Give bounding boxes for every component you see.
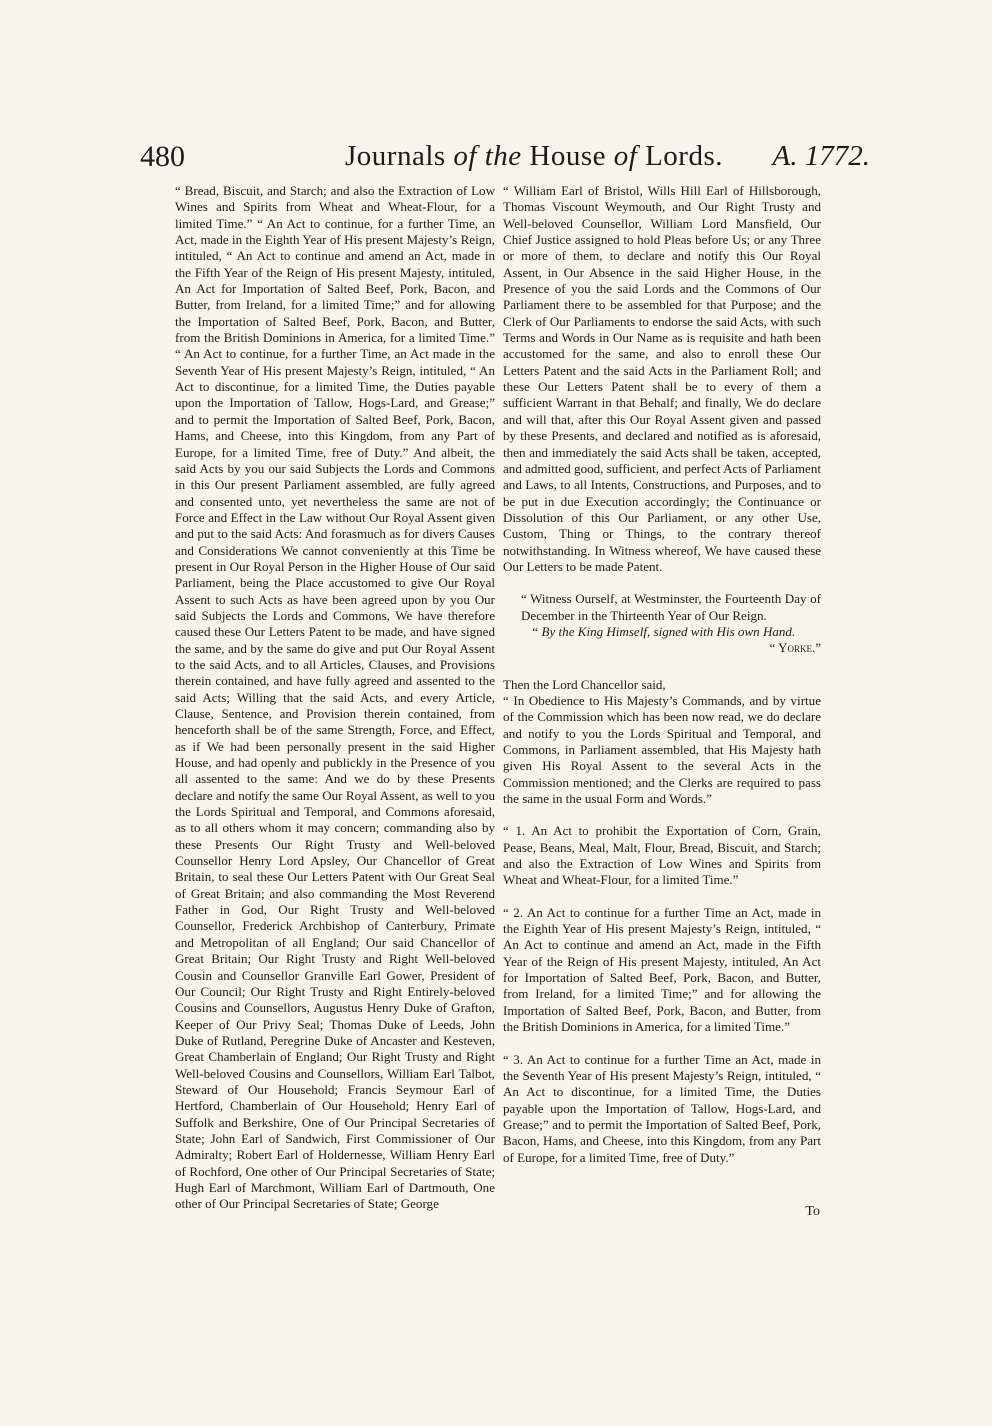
right-column: [503, 183, 821, 1233]
act-3: “ 3. An Act to continue for a further Time an Act, made in the Seventh Year of His present Majesty’s Reign, intituled, “ An Act to discontinue, for a limited Time, the Duties payable upon the Importation of Tallow, Hogs-Lard, and Grease;” and to permit the Importation of Salted Beef, Pork, Bacon, Hams, and Cheese, into this Kingdom, from any Part of Europe, for a limited Time, free of Duty.”: [503, 1051, 821, 1165]
commission-text-end: “ William Earl of Bristol, Wills Hill Earl of Hillsborough, Thomas Viscount Weymouth, and Our Right Trusty and Well-beloved Counsellor, William Lord Mansfield, Our Chief Justice assigned to hold Pleas before Us; or any Three or more of them, to declare and notify this Our Royal Assent, in Our Absence in the said Higher House, in the Presence of you the said Lords and the Commons of Our Parliament there to be assembled for that Purpose; and the Clerk of Our Parliaments to endorse the said Acts, with such Terms and Words in Our Name as is requisite and hath been accustomed for the same, and also to enroll these Our Letters Patent and the said Acts in the Parliament Roll; and these Our Letters Patent shall be to every of them a sufficient Warrant in that Behalf; and finally, We do declare and will that, after this Our Royal Assent given and passed by these Presents, and declared and notified as is aforesaid, then and immediately the said Acts shall be taken, accepted, and admitted good, sufficient, and perfect Acts of Parliament and Laws, to all Intents, Constructions, and Purposes, and to be put in due Execution accordingly; the Continuance or Dissolution of this Our Parliament, or any other Use, Custom, Thing or Things, to the contrary thereof notwithstanding. In Witness whereof, We have caused these Our Letters to be made Patent.: [503, 183, 821, 574]
running-title: [345, 140, 723, 173]
chancellor-speech: “ In Obedience to His Majesty’s Commands, and by virtue of the Commission which has been now read, we do declare and notify to you the Lords Spiritual and Temporal, and Commons, in Parliament assembled, that His Majesty hath given His Royal Assent to the several Acts in the Commission mentioned; and the Clerks are required to pass the same in the usual Form and Words.”: [503, 692, 821, 807]
title-house: House: [529, 140, 607, 172]
title-of-the: of the: [445, 140, 530, 172]
act-1: “ 1. An Act to prohibit the Exportation of Corn, Grain, Pease, Beans, Meal, Malt, Flour, Bread, Biscuit, and Starch; and also the Extraction of Low Wines and Spirits from Wheat and Wheat-Flour, for a limited Time.”: [503, 823, 821, 888]
page-year: A. 1772.: [772, 140, 870, 172]
title-of: of: [606, 140, 646, 172]
page-number: 480: [140, 140, 185, 173]
by-the-king-clause: “ By the King Himself, signed with His own Hand.: [531, 623, 796, 639]
catchword: To: [805, 1204, 820, 1219]
lord-chancellor-said: Then the Lord Chancellor said,: [503, 676, 666, 692]
witness-clause: “ Witness Ourself, at Westminster, the Fourteenth Day of December in the Thirteenth Year of Our Reign.: [521, 591, 821, 623]
act-2: “ 2. An Act to continue for a further Time an Act, made in the Eighth Year of His present Majesty’s Reign, intituled, “ An Act to continue and amend an Act, made in the Fifth Year of the Reign of His present Majesty, intituled, An Act for Importation of Salted Beef, Pork, Bacon, and Butter, from Ireland, for a limited Time;” and for allowing the Importation of Salted Beef, Pork, Bacon, and Butter, from the British Dominions in America, for a limited Time.”: [503, 904, 821, 1035]
signature-yorke: “ Yorke.”: [769, 640, 821, 656]
left-column: [175, 183, 495, 1243]
title-journals: Journals: [345, 140, 446, 172]
commission-text-continued: “ Bread, Biscuit, and Starch; and also the Extraction of Low Wines and Spirits from Wheat and Wheat-Flour, for a limited Time.” “ An Act to continue, for a further Time, an Act, made in the Eighth Year of His present Majesty’s Reign, intituled, “ An Act to continue and amend an Act, made in the Fifth Year of the Reign of His present Majesty, intituled, An Act for Importation of Salted Beef, Pork, Bacon, and Butter, from Ireland, for a limited Time;” and for allowing the Importation of Salted Beef, Pork, Bacon, and Butter, from the British Dominions in America, for a limited Time.” “ An Act to continue, for a further Time, an Act made in the Seventh Year of His present Majesty’s Reign, intituled, “ An Act to discontinue, for a limited Time, the Duties payable upon the Importation of Tallow, Hogs-Lard, and Grease;” and to permit the Importation of Salted Beef, Pork, Bacon, Hams, and Cheese, into this Kingdom, from any Part of Europe, for a limited Time, free of Duty.” And albeit, the said Acts by you our said Subjects the Lords and Commons in this Our present Parliament assembled, are fully agreed and consented unto, yet nevertheless the same are not of Force and Effect in the Law without Our Royal Assent given and put to the said Acts: And forasmuch as for divers Causes and Considerations We cannot conveniently at this Time be present in Our Royal Person in the Higher House of Our said Parliament, being the Place accustomed to give Our Royal Assent to such Acts as have been agreed upon by you Our said Subjects the Lords and Commons, We have therefore caused these Our Letters Patent to be made, and have signed the same, and by the same do give and put Our Royal Assent to the said Acts, and to all Articles, Clauses, and Provisions therein contained, and have fully agreed and assented to the said Acts; Willing that the said Acts, and every Article, Clause, Sentence, and Provision therein contained, from henceforth shall be of the same Strength, Force, and Effect, as if We had been personally present in the said Higher House, and had openly and publickly in the Presence of you all assented to the same: And we do by these Presents declare and notify the same Our Royal Assent, as well to you the Lords Spiritual and Temporal, and Commons aforesaid, as to all others whom it may concern; commanding also by these Presents Our Right Trusty and Well-beloved Counsellor Henry Lord Apsley, Our Chancellor of Great Britain, to seal these Our Letters Patent with Our Great Seal of Great Britain; and also commanding the Most Reverend Father in God, Our Right Trusty and Well-beloved Counsellor, Frederick Archbishop of Canterbury, Primate and Metropolitan of all England; Our said Chancellor of Great Britain; Our Right Trusty and Right Well-beloved Cousin and Counsellor Granville Earl Gower, President of Our Council; Our Right Trusty and Right Entirely-beloved Cousins and Counsellors, Augustus Henry Duke of Grafton, Keeper of Our Privy Seal; Thomas Duke of Leeds, John Duke of Rutland, Peregrine Duke of Ancaster and Kesteven, Great Chamberlain of England; Our Right Trusty and Right Well-beloved Cousins and Counsellors, William Earl Talbot, Steward of Our Household; Francis Seymour Earl of Hertford, Chamberlain of Our Household; Henry Earl of Suffolk and Berkshire, One of Our Principal Secretaries of State; John Earl of Sandwich, First Commissioner of Our Admiralty; Robert Earl of Holdernesse, William Henry Earl of Rochford, One other of Our Principal Secretaries of State; Hugh Earl of Marchmont, William Earl of Dartmouth, One other of Our Principal Secretaries of State; George: [175, 183, 495, 1212]
page-header: [140, 138, 870, 180]
title-lords: Lords.: [645, 140, 724, 172]
